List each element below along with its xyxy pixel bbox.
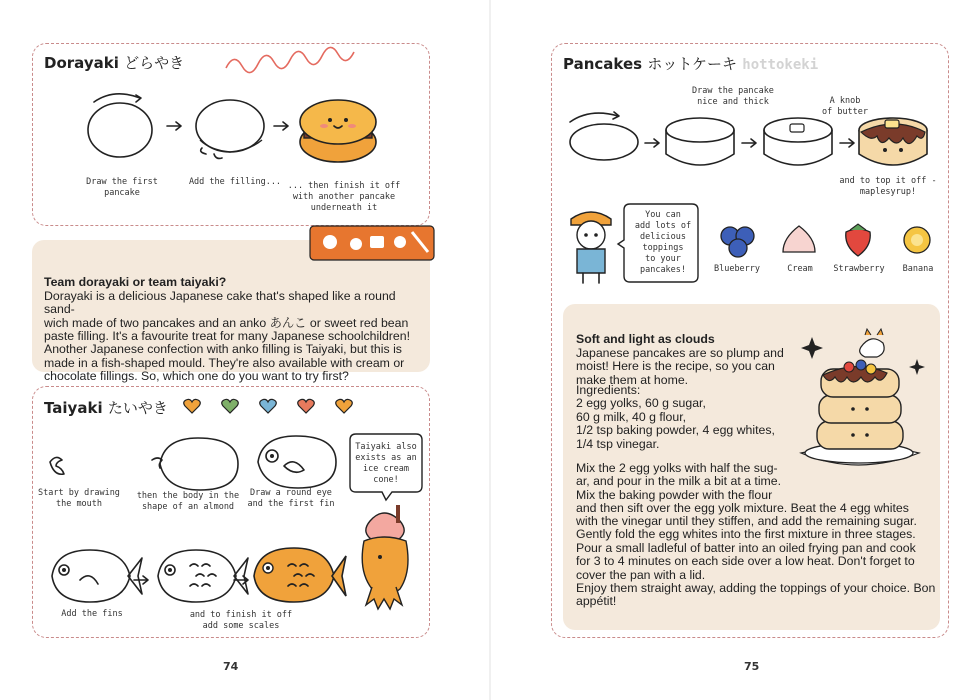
- page-number-left: 74: [223, 660, 239, 673]
- pancake-step3-drawing: [760, 116, 840, 176]
- pancake-step1-caption: Draw the pancake nice and thick: [692, 86, 774, 107]
- heart-icon: [222, 399, 239, 413]
- blueberry-icon: [718, 222, 758, 258]
- taiyaki-title-en: Taiyaki: [44, 399, 103, 417]
- taiyaki-step2-caption: then the body in the shape of an almond: [136, 491, 240, 512]
- pancakes-title-en: Pancakes: [563, 55, 643, 73]
- topping-label-blueberry: Blueberry: [713, 264, 761, 274]
- dorayaki-title-en: Dorayaki: [44, 54, 119, 72]
- pancake-speech-text: You can add lots of delicious toppings to your pancakes!: [634, 210, 692, 275]
- recipe-ingredients: Ingredients: 2 egg yolks, 60 g sugar, 60 g milk, 40 g flour, 1/2 tsp baking powder, 4 egg whites, 1/4 tsp vinegar.: [576, 383, 775, 451]
- info-paragraph: Dorayaki is a delicious Japanese cake that's shaped like a round sand- wich made of two pancakes and an anko あんこ or sweet red bean paste filling. It's a favourite treat for many Japanese schoolchildren! Another Japanese confection with anko filling is Taiyaki, but this is made in a fish-shaped mould. They're also available with cream or chocolate fillings. So, which one do you want to try first?: [44, 288, 410, 384]
- page-number-right: 75: [744, 660, 760, 673]
- heart-icon: [260, 399, 277, 413]
- taiyaki-speech-text: Taiyaki also exists as an ice cream cone!: [355, 442, 417, 485]
- dorayaki-finished-drawing: [296, 96, 386, 166]
- arrow-icon: [132, 575, 152, 585]
- dorayaki-step1-drawing: [80, 92, 160, 162]
- recipe-method-a: Mix the 2 egg yolks with half the sug- ar, and pour in the milk a bit at a time. Mix the baking powder with the flour and then sift over the egg yolk mixture. Beat the 4 egg whites: [576, 461, 909, 516]
- pancake-step1-drawing: [566, 112, 646, 172]
- hearts-decoration: [180, 398, 390, 416]
- info-text: [44, 263, 424, 384]
- pancake-step2-drawing: [662, 116, 742, 176]
- recipe-heading: Soft and light as clouds: [576, 332, 715, 347]
- utensils-sticker: [308, 222, 438, 262]
- recipe-method-b: with the vinegar until they stiffen, and add the remaining sugar. Gently fold the egg whites into the first mixture in three stages. Pour a small ladleful of batter into an oiled frying pan and cook for 3 to 4 minutes on each side over a low heat. Don't forget to cover the pan with a lid. Enjoy them straight away, adding the toppings of your choice. Bon appétit!: [576, 514, 936, 609]
- arrow-icon: [165, 121, 185, 131]
- pancakes-title-jp: ホットケーキ: [647, 55, 738, 73]
- pancake-stack-illustration: [795, 325, 925, 475]
- topping-label-banana: Banana: [902, 264, 934, 274]
- dorayaki-title: [44, 52, 184, 73]
- recipe-top-text: [576, 320, 796, 387]
- info-heading: Team dorayaki or team taiyaki?: [44, 275, 227, 290]
- heart-icon: [298, 399, 315, 413]
- dorayaki-step2-caption: Add the filling...: [188, 177, 282, 187]
- taiyaki-step5-caption: and to finish it off add some scales: [189, 610, 293, 631]
- squiggle-decoration: [222, 50, 362, 80]
- cook-character-illustration: [565, 207, 615, 285]
- pancake-step2-caption: A knob of butter: [821, 96, 869, 117]
- heart-icon: [184, 399, 201, 413]
- arrow-icon: [232, 575, 252, 585]
- taiyaki-step3-caption: Draw a round eye and the first fin: [247, 488, 335, 509]
- taiyaki-step4-caption: Add the fins: [61, 609, 123, 619]
- dorayaki-title-jp: どらやき: [124, 54, 185, 72]
- taiyaki-step1-caption: Start by drawing the mouth: [38, 488, 120, 509]
- taiyaki-step1-drawing: [42, 450, 72, 480]
- taiyaki-title: [44, 397, 168, 418]
- topping-label-cream: Cream: [787, 264, 813, 274]
- pancakes-title-romaji: hottokeki: [742, 57, 819, 73]
- cream-icon: [779, 222, 819, 258]
- banana-icon: [897, 222, 937, 258]
- taiyaki-title-jp: たいやき: [107, 399, 168, 417]
- dorayaki-step2-drawing: [190, 98, 270, 168]
- pancake-finished-drawing: [855, 116, 935, 176]
- heart-icon: [336, 399, 353, 413]
- taiyaki-finished-drawing: [246, 544, 346, 606]
- taiyaki-step2-drawing: [150, 436, 240, 496]
- page-gutter: [489, 0, 491, 700]
- strawberry-icon: [838, 222, 878, 258]
- pancake-step3-caption: and to top it off - maplesyrup!: [839, 176, 937, 197]
- recipe-intro: Japanese pancakes are so plump and moist! Here is the recipe, so you can make them at home.: [576, 345, 784, 387]
- taiyaki-step3-drawing: [248, 434, 338, 494]
- topping-label-strawberry: Strawberry: [833, 264, 885, 274]
- arrow-icon: [643, 138, 663, 148]
- taiyaki-step4-drawing: [44, 546, 144, 606]
- taiyaki-ice-cream-illustration: [350, 505, 420, 615]
- pancakes-title: [563, 53, 818, 74]
- arrow-icon: [740, 138, 760, 148]
- arrow-icon: [272, 121, 292, 131]
- dorayaki-step1-caption: Draw the first pancake: [86, 177, 158, 198]
- dorayaki-step3-caption: ... then finish it off with another pancake underneath it: [287, 181, 401, 213]
